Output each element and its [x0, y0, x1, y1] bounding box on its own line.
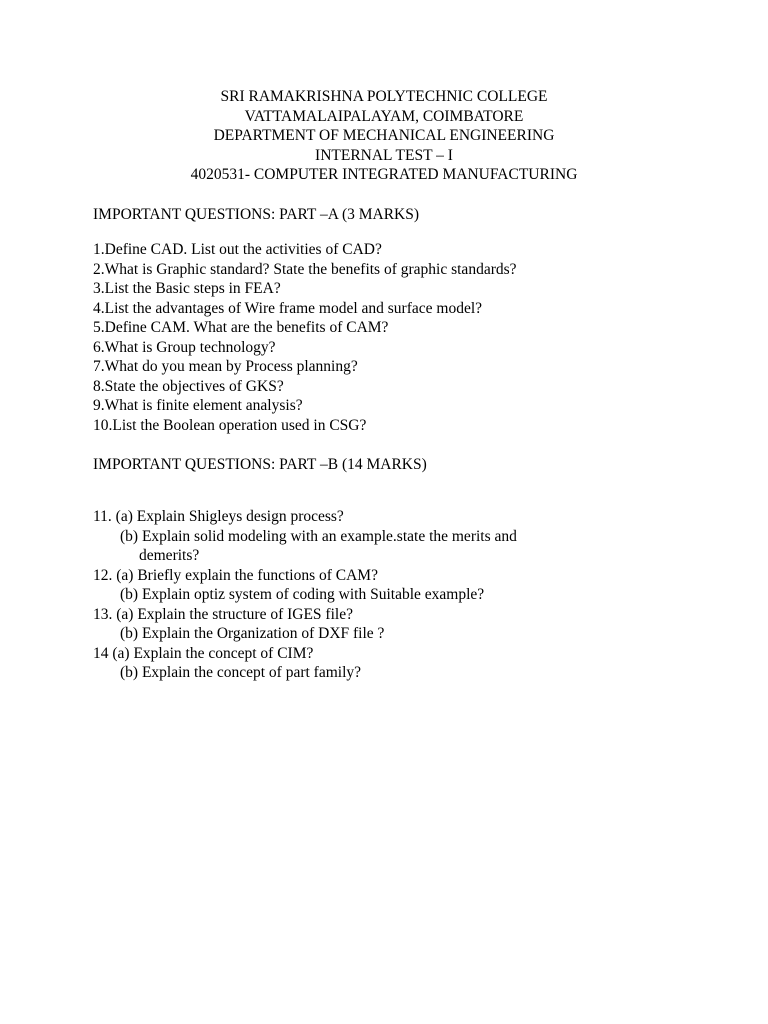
list-item: 4.List the advantages of Wire frame model and surface model?: [93, 299, 483, 317]
question-12b: (b) Explain optiz system of coding with Suitable example?: [120, 586, 485, 603]
list-item: 9.What is finite element analysis?: [93, 397, 303, 414]
part-b-heading: IMPORTANT QUESTIONS: PART –B (14 MARKS): [93, 456, 427, 473]
list-item: 2.What is Graphic standard? State the benefits of graphic standards?: [93, 260, 517, 278]
college-location: VATTAMALAIPALAYAM, COIMBATORE: [244, 107, 524, 125]
list-item: 5.Define CAM. What are the benefits of CAM?: [93, 319, 389, 336]
question-11a: 11. (a) Explain Shigleys design process?: [93, 508, 344, 525]
list-item: 6.What is Group technology?: [93, 338, 276, 356]
department-name: DEPARTMENT OF MECHANICAL ENGINEERING: [213, 127, 555, 144]
list-item: 1.Define CAD. List out the activities of CAD?: [93, 241, 382, 258]
test-name: INTERNAL TEST – I: [315, 146, 453, 164]
list-item: 7.What do you mean by Process planning?: [93, 358, 358, 375]
question-14b: (b) Explain the concept of part family?: [120, 664, 362, 681]
question-13b: (b) Explain the Organization of DXF file ?: [120, 625, 385, 642]
course-title: 4020531- COMPUTER INTEGRATED MANUFACTURING: [190, 166, 578, 183]
question-13a: 13. (a) Explain the structure of IGES file?: [93, 606, 353, 623]
list-item: 10.List the Boolean operation used in CSG?: [93, 416, 367, 434]
question-14a: 14 (a) Explain the concept of CIM?: [93, 645, 314, 662]
part-a-heading: IMPORTANT QUESTIONS: PART –A (3 MARKS): [93, 206, 420, 223]
list-item: 3.List the Basic steps in FEA?: [93, 280, 281, 297]
document-header: [0, 87, 768, 185]
question-12a: 12. (a) Briefly explain the functions of CAM?: [93, 567, 378, 584]
part-a-question-list: [93, 240, 517, 435]
college-name: SRI RAMAKRISHNA POLYTECHNIC COLLEGE: [220, 88, 548, 105]
list-item: 8.State the objectives of GKS?: [93, 377, 284, 395]
question-11b-continued: demerits?: [139, 547, 200, 564]
question-11b: (b) Explain solid modeling with an example.state the merits and: [120, 528, 517, 545]
